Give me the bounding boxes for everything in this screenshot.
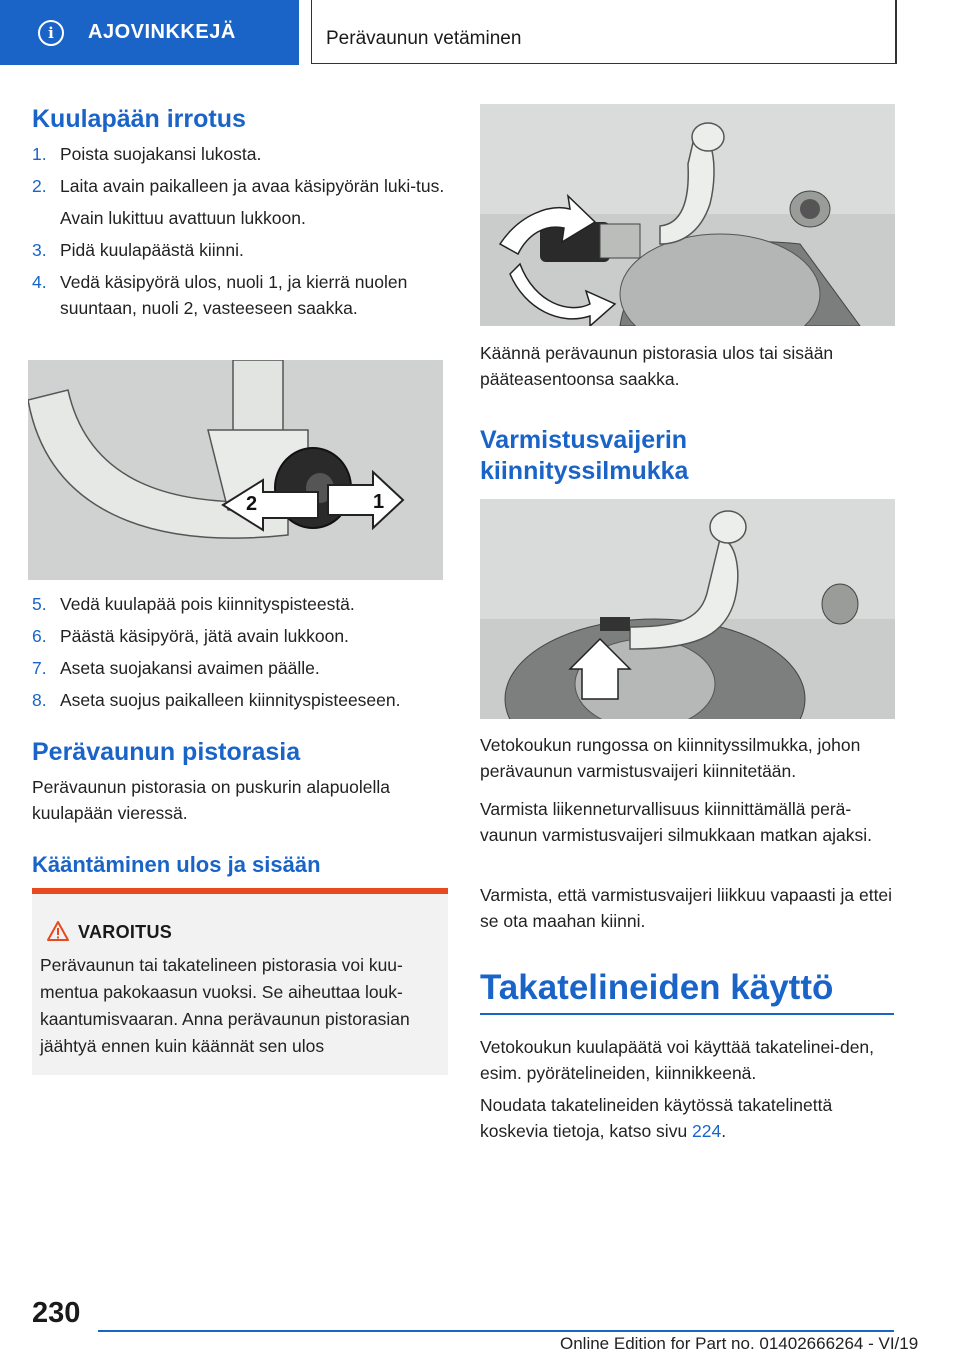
section-tab[interactable] — [0, 0, 299, 65]
list-item: 2. Laita avain paikalleen ja avaa käsipyörän luki-tus. Avain lukittuu avattuun lukkoon. — [32, 176, 445, 228]
steps-list-b — [32, 591, 446, 719]
page-reference-link[interactable]: 224 — [692, 1121, 722, 1141]
pistorasia-paragraph: Perävaunun pistorasia on puskurin alapuolella kuulapään vieressä. — [32, 777, 391, 823]
heading-kuulapaan-irrotus: Kuulapään irrotus — [32, 105, 246, 133]
list-item: 1. Poista suojakansi lukosta. — [32, 144, 262, 164]
socket-caption: Käännä perävaunun pistorasia ulos tai sisään pääteasentoonsa saakka. — [480, 343, 834, 389]
heading-varmistusvaijeri: Varmistusvaijerin kiinnityssilmukka — [480, 426, 689, 485]
list-item: 3. Pidä kuulapäästä kiinni. — [32, 240, 244, 260]
handwheel-illustration — [28, 360, 443, 580]
eyelet-paragraph-1: Vetokoukun rungossa on kiinnityssilmukka, johon perävaunun varmistusvaijeri kiinnitetään. — [480, 735, 861, 781]
heading-peravaunun-pistorasia: Perävaunun pistorasia — [32, 738, 301, 766]
chapter-title: Perävaunun vetäminen — [326, 28, 522, 49]
rack-paragraph-1: Vetokoukun kuulapäätä voi käyttää takatelinei-den, esim. pyörätelineiden, kiinnikkeenä. — [480, 1037, 875, 1083]
heading-takatelineiden-kaytto: Takatelineiden käyttö — [480, 968, 834, 1007]
steps-list-a — [32, 141, 446, 327]
chapter-header — [311, 0, 897, 64]
handwheel-drawing — [28, 360, 443, 580]
list-item: 4. Vedä käsipyörä ulos, nuoli 1, ja kierrä nuolen suuntaan, nuoli 2, vasteeseen saakka. — [32, 272, 408, 318]
list-item: 8. Aseta suojus paikalleen kiinnityspisteeseen. — [32, 690, 401, 710]
edition-text: Online Edition for Part no. 01402666264 - VI/19 — [560, 1334, 919, 1353]
page-number: 230 — [32, 1297, 81, 1329]
warning-text: Perävaunun tai takatelineen pistorasia voi kuu-mentua pakokaasun vuoksi. Se aiheuttaa louk-kaantumisvaaran. Anna perävaunun pistorasian jäähtyä ennen kuin käännät sen ulos — [40, 955, 410, 1056]
list-item: 7. Aseta suojakansi avaimen päälle. — [32, 658, 320, 678]
heading-underline — [480, 1013, 894, 1015]
eyelet-illustration — [480, 499, 895, 719]
eyelet-paragraph-2: Varmista liikenneturvallisuus kiinnittämällä perä-vaunun varmistusvaijeri silmukkaan matkan ajaksi. — [480, 799, 872, 845]
section-label: AJOVINKKEJÄ — [88, 21, 236, 43]
eyelet-paragraph-3: Varmista, että varmistusvaijeri liikkuu vapaasti ja ettei se ota maahan kiinni. — [480, 885, 893, 931]
info-icon: i — [38, 20, 64, 46]
heading-kaantaminen: Kääntäminen ulos ja sisään — [32, 852, 321, 877]
warning-box — [32, 888, 448, 1075]
list-item: 6. Päästä käsipyörä, jätä avain lukkoon. — [32, 626, 349, 646]
warning-title: VAROITUS — [78, 922, 173, 942]
footer-rule — [98, 1330, 894, 1332]
rack-paragraph-2: Noudata takatelineiden käytössä takatelinettä koskevia tietoja, katso sivu 224. — [480, 1095, 833, 1141]
socket-drawing — [480, 104, 895, 326]
list-item: 5. Vedä kuulapää pois kiinnityspisteestä. — [32, 594, 355, 614]
eyelet-drawing — [480, 499, 895, 719]
socket-illustration — [480, 104, 895, 326]
arrow-label-1: 1 — [373, 491, 385, 513]
arrow-label-2: 2 — [246, 493, 258, 515]
warning-triangle-icon — [46, 920, 70, 942]
